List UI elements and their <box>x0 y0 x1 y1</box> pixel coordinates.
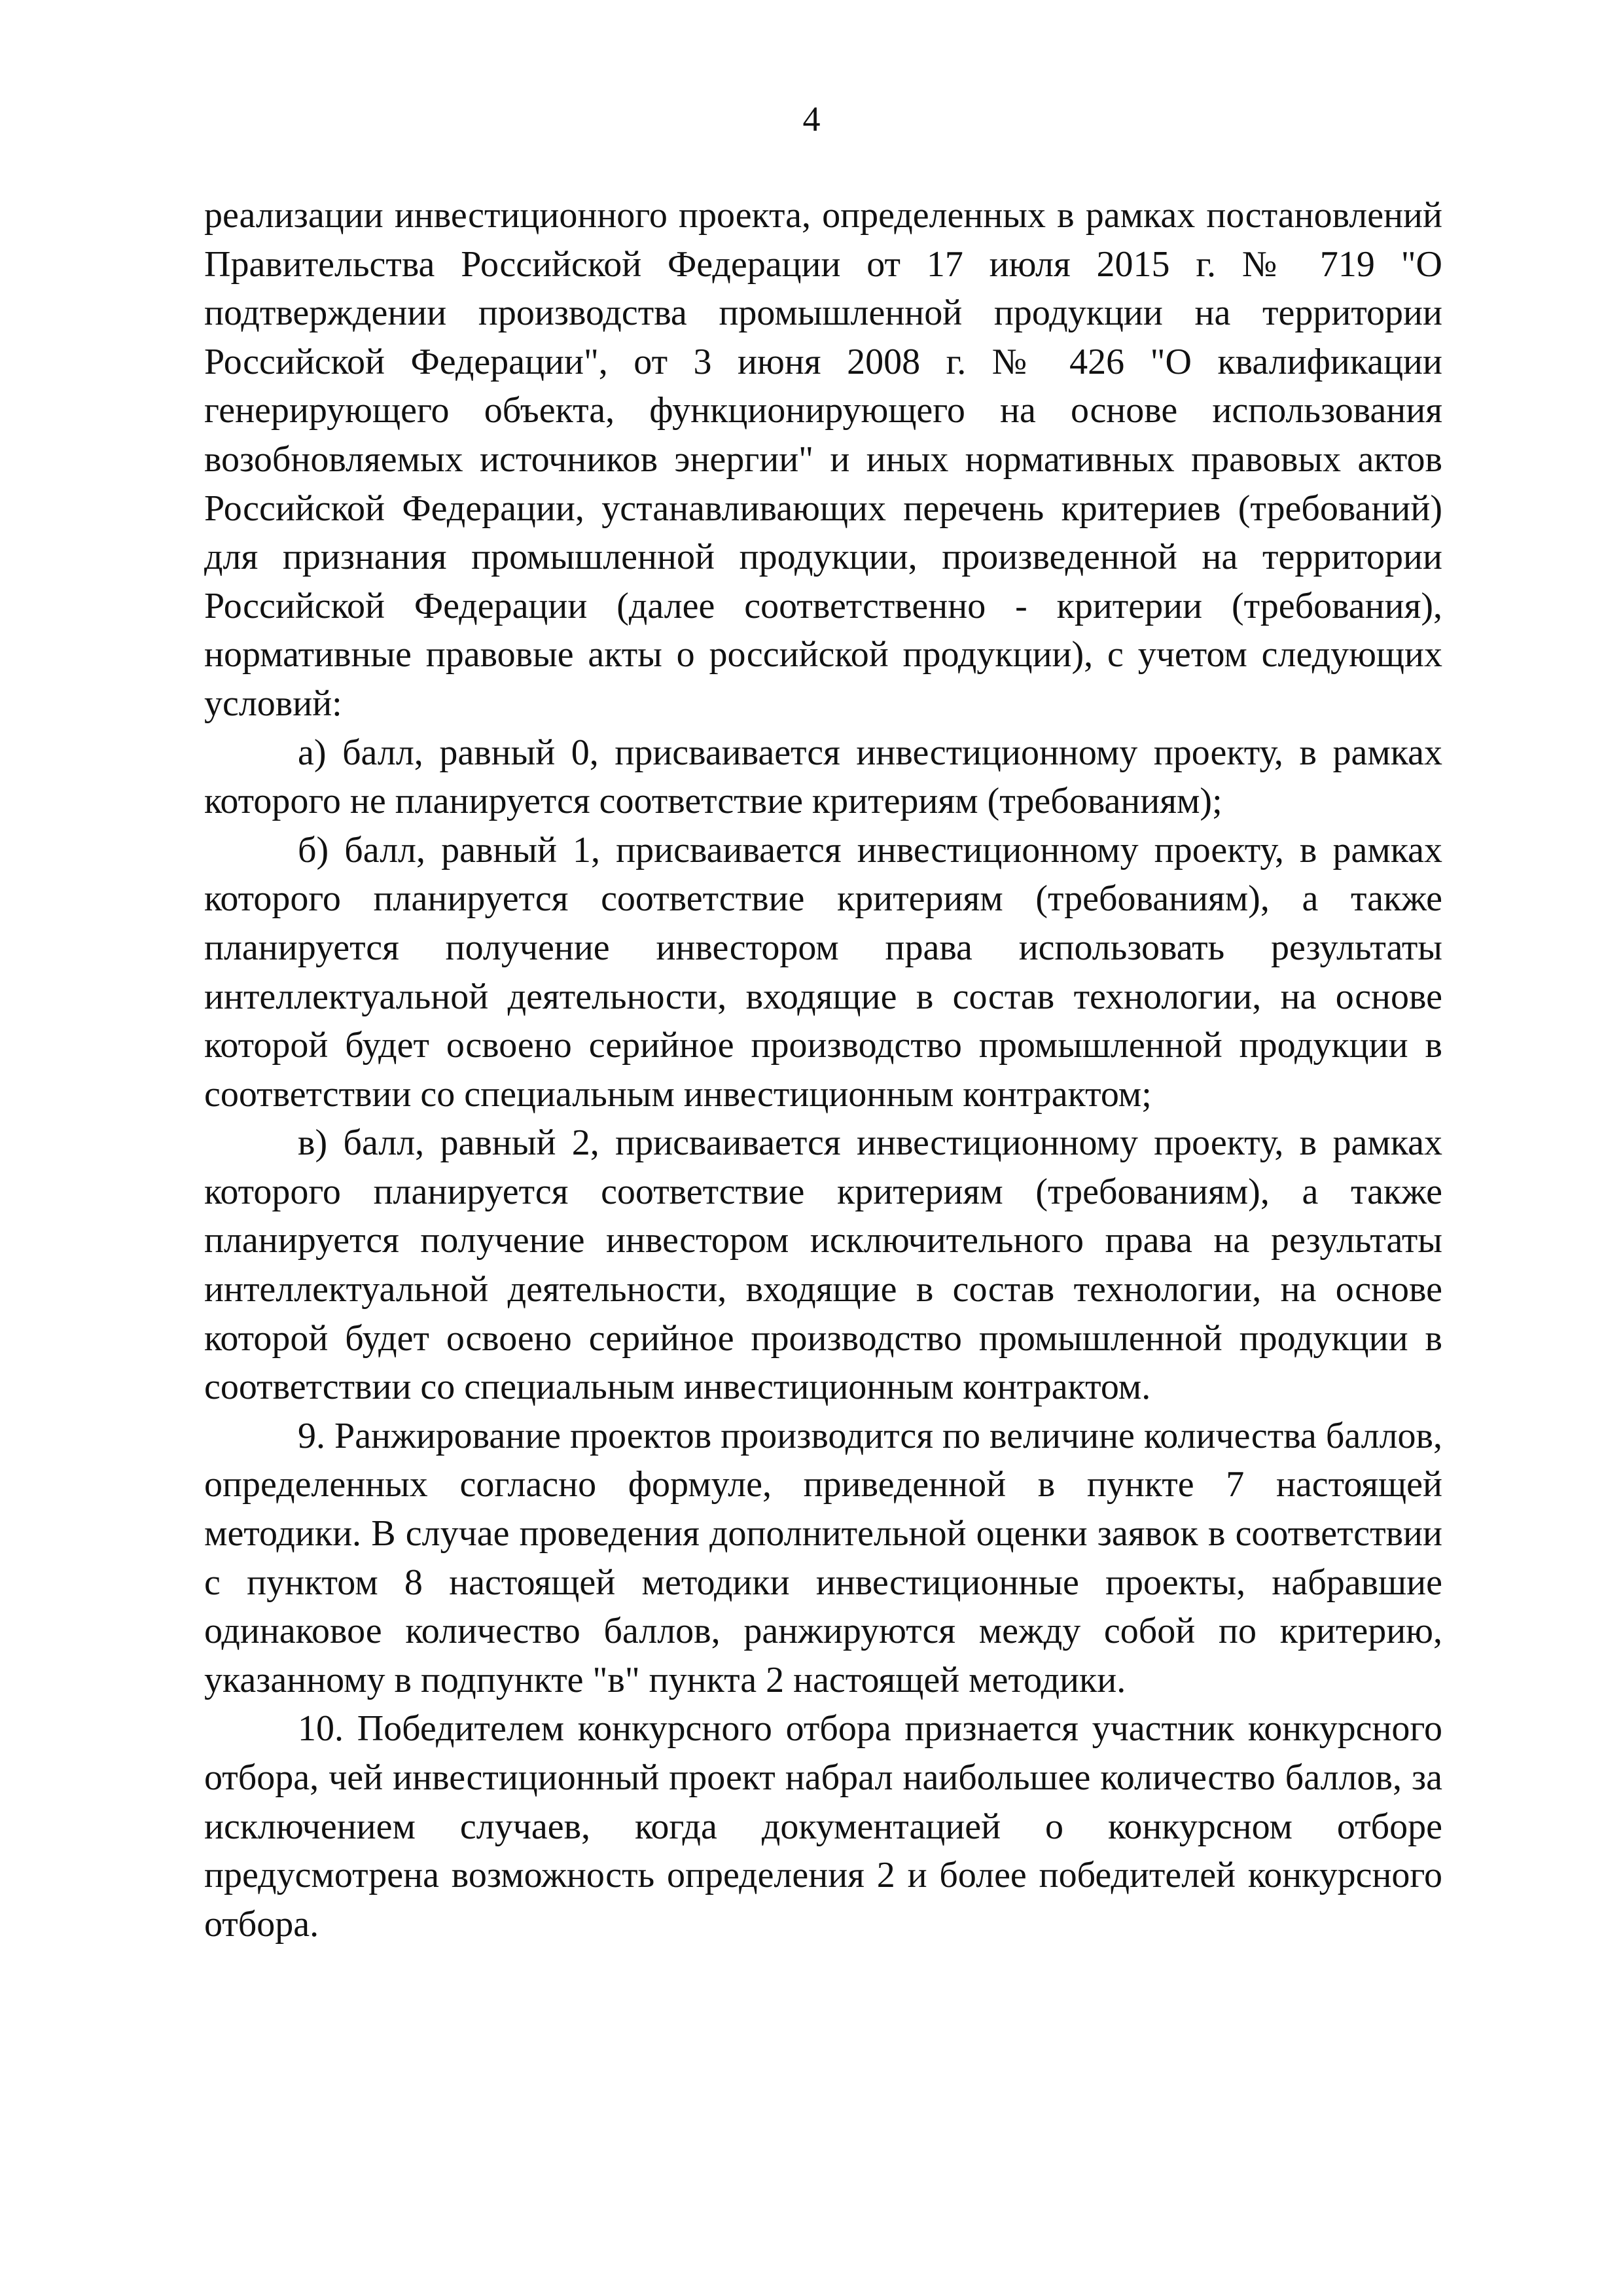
paragraph-item-a: а) балл, равный 0, присваивается инвестиционному проекту, в рамках которого не планируется соответствие критериям (требованиям); <box>204 732 1442 822</box>
paragraph-item-b: б) балл, равный 1, присваивается инвестиционному проекту, в рамках которого планируется соответствие критериям (требованиям), а также планируется получение инвестором права использовать результаты интеллектуальной деятельности, входящие в состав технологии, на основе которой будет освоено серийное производство промышленной продукции в соответствии со специальным инвестиционным контрактом; <box>204 829 1442 1115</box>
paragraph-clause-10: 10. Победителем конкурсного отбора признается участник конкурсного отбора, чей инвестиционный проект набрал наибольшее количество баллов, за исключением случаев, когда документацией о конкурсном отборе предусмотрена возможность определения 2 и более победителей конкурсного отбора. <box>204 1708 1442 1945</box>
document-body <box>204 191 1442 1948</box>
page-number: 4 <box>802 99 821 139</box>
paragraph-intro-continuation: реализации инвестиционного проекта, определенных в рамках постановлений Правительства Российской Федерации от 17 июля 2015 г. № 719 "О подтверждении производства промышленной продукции на территории Российской Федерации", от 3 июня 2008 г. № 426 "О квалификации генерирующего объекта, функционирующего на основе использования возобновляемых источников энергии" и иных нормативных правовых актов Российской Федерации, устанавливающих перечень критериев (требований) для признания промышленной продукции, произведенной на территории Российской Федерации (далее соответственно - критерии (требования), нормативные правовые акты о российской продукции), с учетом следующих условий: <box>204 195 1442 724</box>
paragraph-clause-9: 9. Ранжирование проектов производится по величине количества баллов, определенных согласно формуле, приведенной в пункте 7 настоящей методики. В случае проведения дополнительной оценки заявок в соответствии с пунктом 8 настоящей методики инвестиционные проекты, набравшие одинаковое количество баллов, ранжируются между собой по критерию, указанному в подпункте "в" пункта 2 настоящей методики. <box>204 1415 1442 1700</box>
paragraph-item-v: в) балл, равный 2, присваивается инвестиционному проекту, в рамках которого планируется соответствие критериям (требованиям), а также планируется получение инвестором исключительного права на результаты интеллектуальной деятельности, входящие в состав технологии, на основе которой будет освоено серийное производство промышленной продукции в соответствии со специальным инвестиционным контрактом. <box>204 1122 1442 1408</box>
